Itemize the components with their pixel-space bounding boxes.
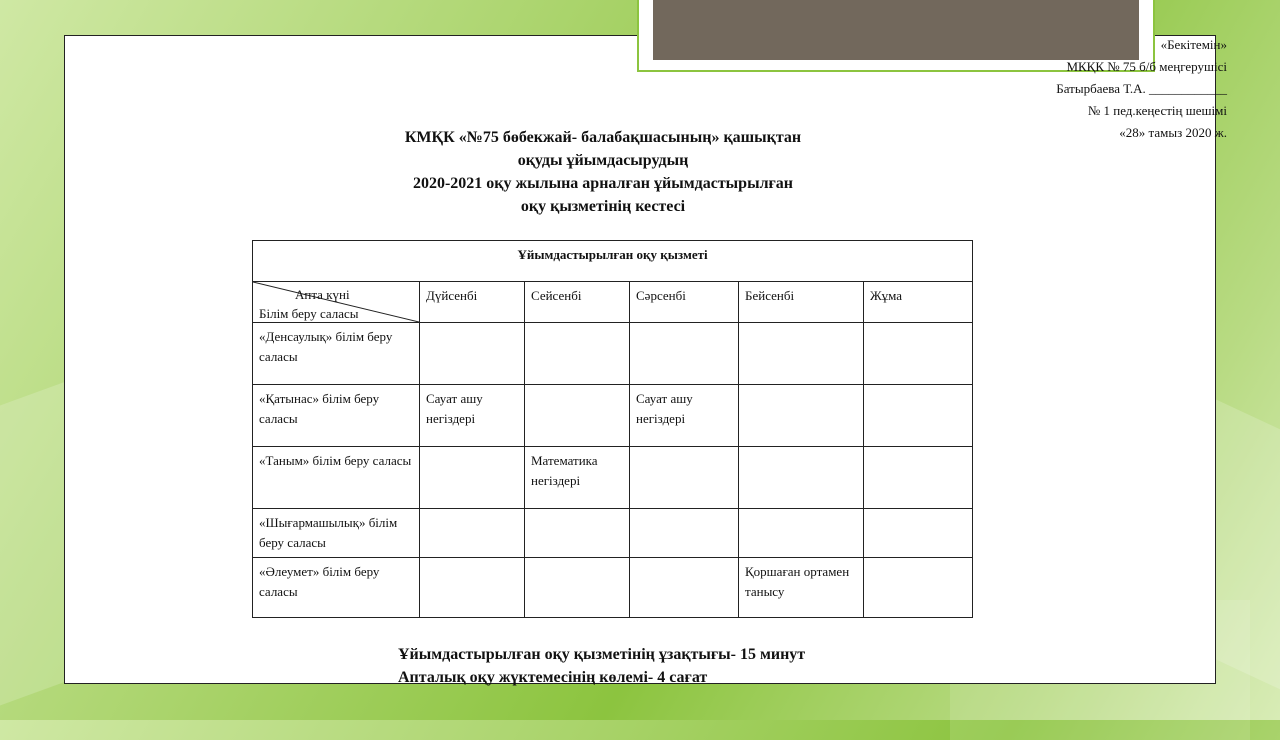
title-line: оқуды ұйымдасырудың bbox=[517, 152, 689, 169]
schedule-cell bbox=[420, 558, 525, 618]
day-header: Сәрсенбі bbox=[630, 282, 739, 323]
approval-line: «28» тамыз 2020 ж. bbox=[1119, 125, 1227, 140]
title-line: оқу қызметінің кестесі bbox=[520, 198, 686, 215]
approval-line: МКҚК № 75 б/б меңгерушісі bbox=[1066, 59, 1227, 74]
corner-cell bbox=[253, 282, 420, 323]
approval-block bbox=[1056, 34, 1227, 144]
duration-note: Ұйымдастырылған оқу қызметінің ұзақтығы- 15 минут bbox=[398, 646, 806, 663]
schedule-cell bbox=[525, 509, 630, 558]
table-row bbox=[253, 323, 973, 385]
area-cell: «Денсаулық» білім беру саласы bbox=[253, 323, 420, 385]
day-header: Бейсенбі bbox=[739, 282, 864, 323]
schedule-cell: Қоршаған ортамен танысу bbox=[739, 558, 864, 618]
corner-day-label: Апта күні bbox=[295, 287, 350, 302]
schedule-cell bbox=[630, 558, 739, 618]
document-title bbox=[300, 126, 906, 218]
schedule-cell bbox=[630, 509, 739, 558]
schedule-cell bbox=[420, 509, 525, 558]
table-row bbox=[253, 385, 973, 447]
day-header: Жұма bbox=[864, 282, 973, 323]
area-cell: «Таным» білім беру саласы bbox=[253, 447, 420, 509]
footer-notes bbox=[398, 643, 805, 689]
schedule-cell bbox=[864, 385, 973, 447]
title-line: 2020-2021 оқу жылына арналған ұйымдастырылған bbox=[412, 175, 794, 192]
table-row bbox=[253, 558, 973, 618]
weekly-load-note: Апталық оқу жүктемесінің көлемі- 4 сағат bbox=[398, 669, 708, 686]
schedule-cell bbox=[739, 385, 864, 447]
schedule-cell bbox=[864, 447, 973, 509]
table-row bbox=[253, 447, 973, 509]
title-line: КМҚК «№75 бөбекжай- балабақшасының» қашықтан bbox=[404, 129, 802, 146]
schedule-cell: Сауат ашу негіздері bbox=[630, 385, 739, 447]
schedule-cell bbox=[630, 323, 739, 385]
schedule-cell: Сауат ашу негіздері bbox=[420, 385, 525, 447]
approval-line: Батырбаева Т.А. ____________ bbox=[1056, 81, 1227, 96]
table-header: Ұйымдастырылған оқу қызметі bbox=[253, 241, 973, 282]
schedule-cell bbox=[739, 447, 864, 509]
schedule-cell bbox=[864, 323, 973, 385]
schedule-cell bbox=[525, 558, 630, 618]
area-cell: «Шығармашылық» білім беру саласы bbox=[253, 509, 420, 558]
schedule-table bbox=[252, 240, 973, 618]
table-row bbox=[253, 509, 973, 558]
schedule-cell: Математика негіздері bbox=[525, 447, 630, 509]
schedule-cell bbox=[864, 558, 973, 618]
approval-line: «Бекітемін» bbox=[1160, 37, 1227, 52]
area-cell: «Қатынас» білім беру саласы bbox=[253, 385, 420, 447]
schedule-cell bbox=[420, 447, 525, 509]
schedule-cell bbox=[420, 323, 525, 385]
area-cell: «Әлеумет» білім беру саласы bbox=[253, 558, 420, 618]
corner-area-label: Білім беру саласы bbox=[259, 306, 359, 321]
day-header: Сейсенбі bbox=[525, 282, 630, 323]
day-header: Дүйсенбі bbox=[420, 282, 525, 323]
schedule-cell bbox=[739, 323, 864, 385]
schedule-cell bbox=[525, 385, 630, 447]
schedule-cell bbox=[525, 323, 630, 385]
approval-line: № 1 пед.кеңестің шешімі bbox=[1087, 103, 1227, 118]
schedule-cell bbox=[864, 509, 973, 558]
schedule-cell bbox=[630, 447, 739, 509]
schedule-cell bbox=[739, 509, 864, 558]
